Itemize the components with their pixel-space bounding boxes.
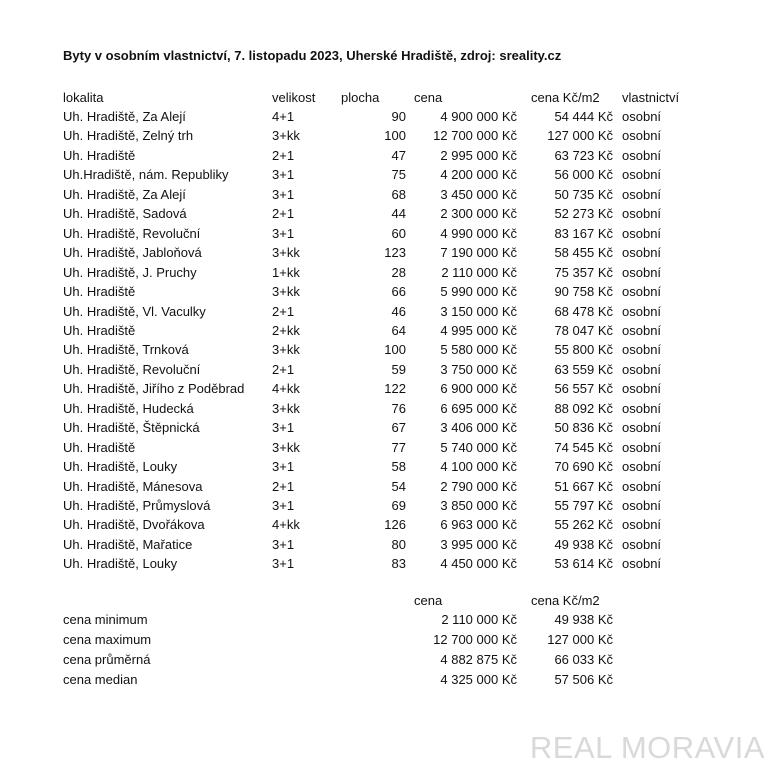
cell-velikost: 2+1 <box>272 148 295 163</box>
cell-cena: 4 990 000 Kč <box>440 226 517 241</box>
cell-cena-m2: 56 557 Kč <box>554 381 613 396</box>
summary-header-cena-m2: cena Kč/m2 <box>531 593 600 608</box>
cell-cena-m2: 55 262 Kč <box>554 517 613 532</box>
header-vlastnictvi: vlastnictví <box>622 90 680 105</box>
cell-cena: 6 963 000 Kč <box>440 517 517 532</box>
cell-plocha: 67 <box>391 420 406 435</box>
cell-vlastnictvi: osobní <box>622 323 662 338</box>
cell-cena-m2: 63 723 Kč <box>554 148 613 163</box>
cell-plocha: 80 <box>391 537 406 552</box>
cell-plocha: 100 <box>384 128 406 143</box>
cell-lokalita: Uh. Hradiště, Za Alejí <box>63 109 186 124</box>
cell-plocha: 90 <box>391 109 406 124</box>
cell-cena: 4 100 000 Kč <box>440 459 517 474</box>
cell-plocha: 60 <box>391 226 406 241</box>
cell-velikost: 3+kk <box>272 245 300 260</box>
summary-label: cena průměrná <box>63 652 151 667</box>
cell-lokalita: Uh. Hradiště, Mánesova <box>63 479 203 494</box>
cell-velikost: 4+1 <box>272 109 295 124</box>
cell-lokalita: Uh. Hradiště, Vl. Vaculky <box>63 304 206 319</box>
summary-cena-m2: 49 938 Kč <box>554 612 613 627</box>
cell-velikost: 3+kk <box>272 342 300 357</box>
summary-cena-m2: 127 000 Kč <box>547 632 613 647</box>
cell-vlastnictvi: osobní <box>622 459 662 474</box>
cell-velikost: 2+1 <box>272 479 295 494</box>
cell-vlastnictvi: osobní <box>622 440 662 455</box>
cell-velikost: 3+kk <box>272 440 300 455</box>
summary-cena: 4 325 000 Kč <box>440 672 517 687</box>
cell-vlastnictvi: osobní <box>622 556 662 571</box>
cell-cena-m2: 75 357 Kč <box>554 265 613 280</box>
cell-plocha: 76 <box>391 401 406 416</box>
cell-cena-m2: 63 559 Kč <box>554 362 613 377</box>
cell-cena: 5 740 000 Kč <box>440 440 517 455</box>
cell-cena: 6 900 000 Kč <box>440 381 517 396</box>
cell-cena-m2: 56 000 Kč <box>554 167 613 182</box>
cell-cena: 4 900 000 Kč <box>440 109 517 124</box>
cell-cena: 2 790 000 Kč <box>440 479 517 494</box>
cell-plocha: 122 <box>384 381 406 396</box>
cell-cena-m2: 54 444 Kč <box>554 109 613 124</box>
cell-velikost: 2+1 <box>272 304 295 319</box>
cell-plocha: 123 <box>384 245 406 260</box>
cell-cena-m2: 52 273 Kč <box>554 206 613 221</box>
cell-cena-m2: 50 836 Kč <box>554 420 613 435</box>
cell-lokalita: Uh. Hradiště, Zelný trh <box>63 128 194 143</box>
cell-vlastnictvi: osobní <box>622 479 662 494</box>
cell-cena-m2: 55 797 Kč <box>554 498 613 513</box>
cell-plocha: 59 <box>391 362 406 377</box>
cell-plocha: 28 <box>391 265 406 280</box>
cell-cena: 2 995 000 Kč <box>440 148 517 163</box>
cell-cena-m2: 55 800 Kč <box>554 342 613 357</box>
cell-cena: 12 700 000 Kč <box>433 128 517 143</box>
cell-lokalita: Uh.Hradiště, nám. Republiky <box>63 167 229 182</box>
cell-velikost: 3+1 <box>272 556 295 571</box>
cell-cena-m2: 127 000 Kč <box>547 128 613 143</box>
cell-cena: 3 450 000 Kč <box>440 187 517 202</box>
cell-cena-m2: 70 690 Kč <box>554 459 613 474</box>
cell-cena-m2: 51 667 Kč <box>554 479 613 494</box>
cell-velikost: 3+kk <box>272 128 300 143</box>
cell-vlastnictvi: osobní <box>622 167 662 182</box>
cell-plocha: 68 <box>391 187 406 202</box>
header-cena: cena <box>414 90 443 105</box>
cell-lokalita: Uh. Hradiště, Jabloňová <box>63 245 202 260</box>
cell-vlastnictvi: osobní <box>622 537 662 552</box>
cell-cena-m2: 74 545 Kč <box>554 440 613 455</box>
cell-vlastnictvi: osobní <box>622 128 662 143</box>
cell-cena: 3 850 000 Kč <box>440 498 517 513</box>
cell-lokalita: Uh. Hradiště, Dvořákova <box>63 517 205 532</box>
cell-plocha: 58 <box>391 459 406 474</box>
cell-plocha: 77 <box>391 440 406 455</box>
cell-cena: 3 995 000 Kč <box>440 537 517 552</box>
cell-lokalita: Uh. Hradiště <box>63 440 136 455</box>
cell-cena: 7 190 000 Kč <box>440 245 517 260</box>
summary-cena: 4 882 875 Kč <box>440 652 517 667</box>
cell-cena-m2: 68 478 Kč <box>554 304 613 319</box>
cell-velikost: 3+kk <box>272 401 300 416</box>
summary-cena-m2: 66 033 Kč <box>554 652 613 667</box>
cell-lokalita: Uh. Hradiště, Jiřího z Poděbrad <box>63 381 245 396</box>
cell-velikost: 2+1 <box>272 362 295 377</box>
cell-vlastnictvi: osobní <box>622 187 662 202</box>
cell-vlastnictvi: osobní <box>622 226 662 241</box>
cell-plocha: 64 <box>391 323 406 338</box>
cell-velikost: 3+1 <box>272 537 295 552</box>
cell-cena-m2: 53 614 Kč <box>554 556 613 571</box>
cell-vlastnictvi: osobní <box>622 420 662 435</box>
cell-cena: 5 580 000 Kč <box>440 342 517 357</box>
cell-plocha: 66 <box>391 284 406 299</box>
cell-plocha: 54 <box>391 479 406 494</box>
cell-lokalita: Uh. Hradiště, Trnková <box>63 342 189 357</box>
cell-cena-m2: 49 938 Kč <box>554 537 613 552</box>
cell-plocha: 69 <box>391 498 406 513</box>
cell-lokalita: Uh. Hradiště, J. Pruchy <box>63 265 197 280</box>
cell-cena: 4 450 000 Kč <box>440 556 517 571</box>
summary-label: cena maximum <box>63 632 152 647</box>
cell-velikost: 2+kk <box>272 323 300 338</box>
cell-cena: 3 750 000 Kč <box>440 362 517 377</box>
cell-vlastnictvi: osobní <box>622 284 662 299</box>
cell-cena: 4 200 000 Kč <box>440 167 517 182</box>
cell-lokalita: Uh. Hradiště, Revoluční <box>63 362 201 377</box>
cell-plocha: 75 <box>391 167 406 182</box>
summary-label: cena minimum <box>63 612 148 627</box>
cell-velikost: 4+kk <box>272 517 300 532</box>
cell-vlastnictvi: osobní <box>622 342 662 357</box>
cell-velikost: 1+kk <box>272 265 300 280</box>
cell-velikost: 3+1 <box>272 498 295 513</box>
page-title: Byty v osobním vlastnictví, 7. listopadu 2023, Uherské Hradiště, zdroj: sreality.cz <box>63 48 562 63</box>
summary-label: cena median <box>63 672 138 687</box>
cell-velikost: 3+1 <box>272 459 295 474</box>
cell-lokalita: Uh. Hradiště <box>63 148 136 163</box>
cell-vlastnictvi: osobní <box>622 401 662 416</box>
cell-cena: 4 995 000 Kč <box>440 323 517 338</box>
cell-velikost: 3+1 <box>272 187 295 202</box>
cell-vlastnictvi: osobní <box>622 265 662 280</box>
cell-vlastnictvi: osobní <box>622 109 662 124</box>
cell-lokalita: Uh. Hradiště, Mařatice <box>63 537 193 552</box>
summary-cena: 2 110 000 Kč <box>441 612 517 627</box>
summary-header-cena: cena <box>414 593 443 608</box>
cell-plocha: 44 <box>391 206 406 221</box>
cell-velikost: 4+kk <box>272 381 300 396</box>
cell-velikost: 3+1 <box>272 420 295 435</box>
header-cena-m2: cena Kč/m2 <box>531 90 600 105</box>
cell-cena-m2: 90 758 Kč <box>554 284 613 299</box>
cell-cena: 6 695 000 Kč <box>440 401 517 416</box>
cell-lokalita: Uh. Hradiště, Hudecká <box>63 401 194 416</box>
cell-velikost: 3+kk <box>272 284 300 299</box>
header-velikost: velikost <box>272 90 316 105</box>
cell-plocha: 83 <box>391 556 406 571</box>
cell-vlastnictvi: osobní <box>622 304 662 319</box>
cell-vlastnictvi: osobní <box>622 517 662 532</box>
cell-lokalita: Uh. Hradiště, Revoluční <box>63 226 201 241</box>
cell-lokalita: Uh. Hradiště, Průmyslová <box>63 498 211 513</box>
header-plocha: plocha <box>341 90 380 105</box>
summary-cena: 12 700 000 Kč <box>433 632 517 647</box>
cell-vlastnictvi: osobní <box>622 206 662 221</box>
cell-cena: 2 110 000 Kč <box>441 265 517 280</box>
cell-cena: 5 990 000 Kč <box>440 284 517 299</box>
cell-lokalita: Uh. Hradiště, Štěpnická <box>63 420 200 435</box>
cell-plocha: 47 <box>391 148 406 163</box>
cell-lokalita: Uh. Hradiště, Sadová <box>63 206 187 221</box>
cell-vlastnictvi: osobní <box>622 148 662 163</box>
cell-lokalita: Uh. Hradiště, Louky <box>63 556 178 571</box>
cell-cena-m2: 58 455 Kč <box>554 245 613 260</box>
cell-velikost: 3+1 <box>272 167 295 182</box>
cell-vlastnictvi: osobní <box>622 245 662 260</box>
cell-lokalita: Uh. Hradiště, Louky <box>63 459 178 474</box>
cell-lokalita: Uh. Hradiště, Za Alejí <box>63 187 186 202</box>
cell-lokalita: Uh. Hradiště <box>63 284 136 299</box>
summary-cena-m2: 57 506 Kč <box>554 672 613 687</box>
cell-plocha: 126 <box>384 517 406 532</box>
cell-cena-m2: 50 735 Kč <box>554 187 613 202</box>
cell-velikost: 2+1 <box>272 206 295 221</box>
cell-cena: 3 406 000 Kč <box>440 420 517 435</box>
cell-cena-m2: 83 167 Kč <box>554 226 613 241</box>
header-lokalita: lokalita <box>63 90 104 105</box>
cell-plocha: 100 <box>384 342 406 357</box>
cell-lokalita: Uh. Hradiště <box>63 323 136 338</box>
cell-cena: 3 150 000 Kč <box>440 304 517 319</box>
cell-plocha: 46 <box>391 304 406 319</box>
cell-cena-m2: 88 092 Kč <box>554 401 613 416</box>
cell-vlastnictvi: osobní <box>622 498 662 513</box>
watermark-logo-text: REAL MORAVIA <box>529 730 765 765</box>
cell-cena-m2: 78 047 Kč <box>554 323 613 338</box>
cell-vlastnictvi: osobní <box>622 362 662 377</box>
cell-cena: 2 300 000 Kč <box>440 206 517 221</box>
cell-velikost: 3+1 <box>272 226 295 241</box>
cell-vlastnictvi: osobní <box>622 381 662 396</box>
